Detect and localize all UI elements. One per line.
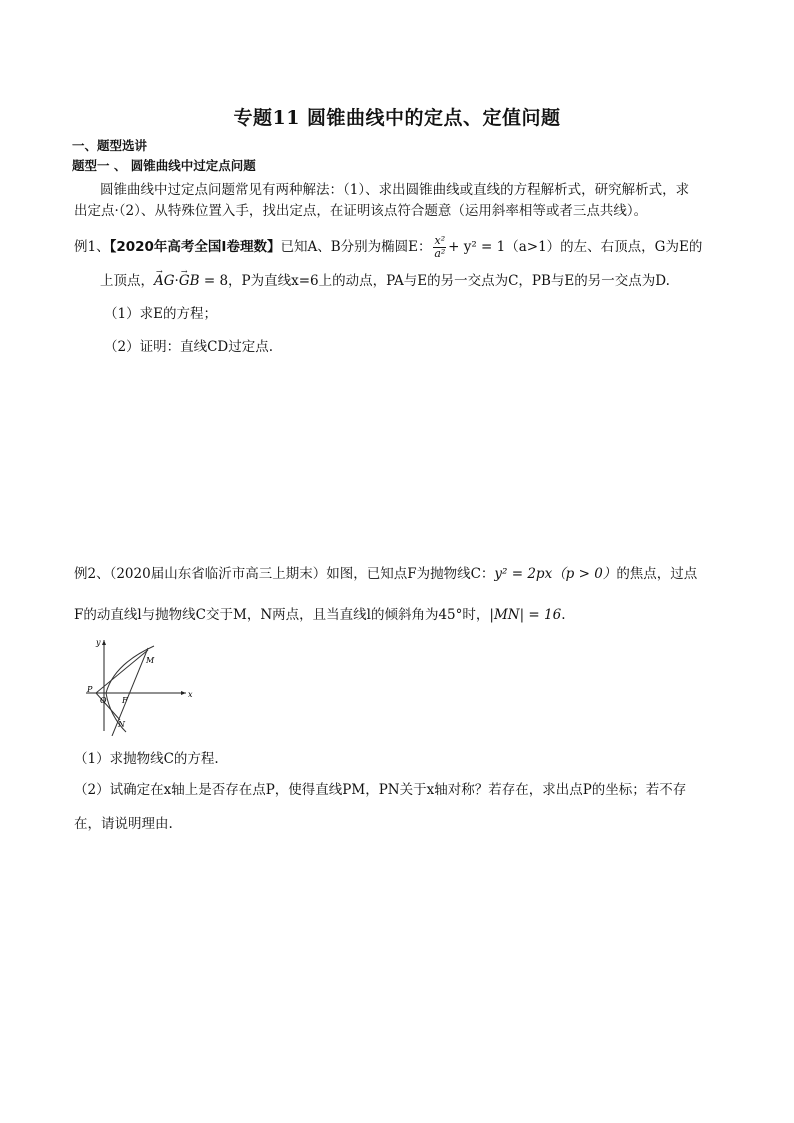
y-axis-arrow	[102, 640, 106, 645]
vector-ag: → AG	[154, 272, 175, 290]
mn-length: |MN| = 16	[489, 607, 562, 623]
intro-line-2: 出定点·（2）、从特殊位置入手，找出定点，在证明该点符合题意（运用斜率相等或者三点共线）。	[74, 203, 648, 219]
label-f: F	[122, 696, 128, 705]
example2-question-2-line-1: （2）试确定在x轴上是否存在点P，使得直线PM，PN关于x轴对称？若存在，求出点P的坐标；若不存	[74, 782, 687, 798]
label-o: O	[100, 696, 107, 705]
vector-gb: → GB	[179, 272, 200, 290]
example1-line-1	[74, 235, 702, 260]
page-title: 专题11 圆锥曲线中的定点、定值问题	[233, 107, 561, 129]
intro-line-1: 圆锥曲线中过定点问题常见有两种解法：（1）、求出圆锥曲线或直线的方程解析式，研究解析式，求	[100, 182, 690, 198]
example1-line2-b: = 8，P为直线x=6上的动点，PA与E的另一交点为C，PB与E的另一交点为D.	[199, 273, 670, 289]
example2-text-b: 的焦点，过点	[616, 566, 698, 582]
label-y: y	[96, 638, 101, 647]
dot-product: ·	[174, 273, 179, 289]
example2-question-2-line-2: 在，请说明理由.	[74, 816, 173, 832]
section-heading: 一、题型选讲	[72, 138, 148, 153]
parabola-equation: y² = 2px（p > 0）	[494, 566, 617, 582]
example1-question-1: （1）求E的方程；	[104, 306, 217, 322]
example1-prefix: 例1、	[74, 239, 110, 255]
parabola-figure	[84, 636, 194, 736]
label-n: N	[118, 720, 125, 729]
label-m: M	[146, 656, 155, 665]
example1-text-a: 已知A、B分别为椭圆E：	[280, 239, 432, 255]
example2-source: （2020届山东省临沂市高三上期末）	[109, 566, 327, 582]
example1-question-2: （2）证明：直线CD过定点.	[104, 339, 274, 355]
example2-line-1	[74, 565, 697, 583]
example2-line-2	[74, 606, 566, 624]
example2-question-1: （1）求抛物线C的方程.	[74, 751, 219, 767]
example1-text-b: + y² = 1（a>1）的左、右顶点，G为E的	[448, 239, 703, 255]
example1-source: 【2020年高考全国Ⅰ卷理数】	[109, 239, 281, 255]
example1-line-2	[100, 272, 670, 290]
x-axis-arrow	[181, 691, 186, 695]
ellipse-fraction: $\frac{\text{x²}}{\text{a²}}$	[434, 234, 446, 260]
question-type-heading: 题型一 、 圆锥曲线中过定点问题	[72, 158, 256, 173]
example2-text-a: 如图，已知点F为抛物线C：	[326, 566, 495, 582]
example2-line2-a: F的动直线l与抛物线C交于M，N两点，且当直线l的倾斜角为45°时，	[74, 607, 490, 623]
label-x: x	[188, 690, 193, 699]
label-p: P	[87, 685, 93, 694]
example2-prefix: 例2、	[74, 566, 110, 582]
example2-line2-b: .	[561, 607, 566, 623]
example1-line2-a: 上顶点，	[100, 273, 154, 289]
